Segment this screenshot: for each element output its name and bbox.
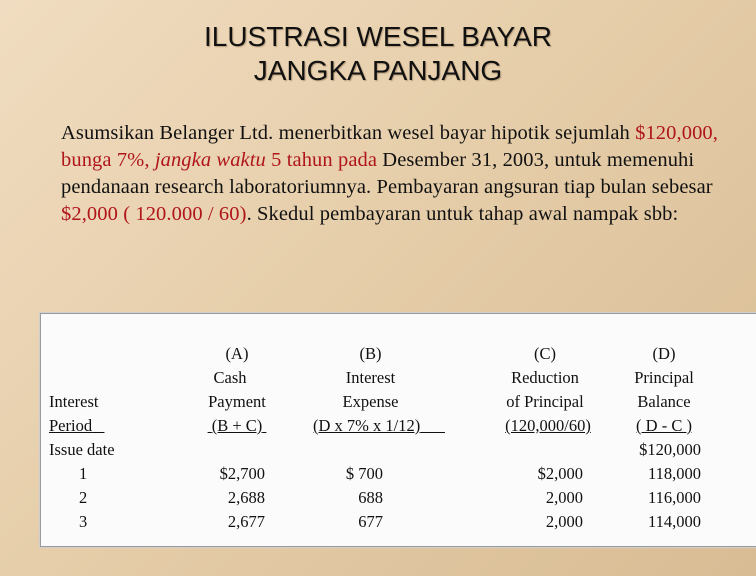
paragraph-term-value: 5 tahun pada: [265, 149, 378, 171]
reduction-row-1: $2,000: [537, 464, 583, 483]
period-header-1: Interest: [49, 392, 99, 411]
reduction-row-2: 2,000: [545, 488, 583, 507]
interest-header-formula: (D x 7% x 1/12): [313, 416, 421, 435]
balance-header-d: (D): [652, 344, 676, 363]
interest-row-3: 677: [358, 512, 383, 531]
period-row-2: 2: [79, 488, 88, 507]
balance-issue-value: $120,000: [639, 440, 701, 459]
issue-date-label: Issue date: [49, 440, 115, 459]
reduction-header-c: (C): [534, 344, 556, 363]
balance-header-formula: ( D - C ): [636, 416, 692, 435]
period-row-3: 3: [79, 512, 88, 531]
balance-row-3: 114,000: [647, 512, 701, 531]
paragraph-amount: $120,000, bunga 7%,: [61, 122, 718, 171]
interest-header-expense: Expense: [342, 392, 399, 411]
cash-header-a: (A): [225, 344, 249, 363]
interest-header-interest: Interest: [345, 368, 396, 387]
balance-header-balance: Balance: [637, 392, 691, 411]
balance-row-2: 116,000: [647, 488, 701, 507]
cash-row-3: 2,677: [227, 512, 265, 531]
cash-row-1: $2,700: [219, 464, 265, 483]
paragraph-text-3: . Skedul pembayaran untuk tahap awal nampak sbb:: [246, 203, 679, 225]
balance-row-1: 118,000: [647, 464, 701, 483]
title-line-2: JANGKA PANJANG: [253, 55, 503, 86]
cash-row-2: 2,688: [227, 488, 265, 507]
interest-row-2: 688: [358, 488, 383, 507]
paragraph-text-2: Desember 31, 2003, untuk memenuhi pendanaan research laboratoriumnya. Pembayaran angsuran tiap bulan sebesar: [61, 149, 713, 198]
reduction-header-reduction: Reduction: [511, 368, 579, 387]
slide-title: [0, 20, 756, 88]
reduction-row-3: 2,000: [545, 512, 583, 531]
intro-paragraph: [61, 120, 741, 228]
interest-header-b: (B): [359, 344, 382, 363]
balance-header-principal: Principal: [634, 368, 694, 387]
cash-header-cash: Cash: [213, 368, 247, 387]
title-line-1: ILUSTRASI WESEL BAYAR: [203, 21, 553, 52]
interest-row-1: $ 700: [345, 464, 383, 483]
paragraph-installment: $2,000 ( 120.000 / 60): [61, 203, 247, 225]
paragraph-text-1: Asumsikan Belanger Ltd. menerbitkan wesel bayar hipotik sejumlah: [61, 122, 636, 144]
cash-header-payment: Payment: [208, 392, 266, 411]
reduction-header-principal: of Principal: [506, 392, 584, 411]
paragraph-term-label: jangka waktu: [154, 149, 266, 171]
reduction-header-formula: (120,000/60): [505, 416, 591, 435]
cash-header-formula: (B + C): [211, 416, 263, 435]
payment-schedule-table: [40, 313, 756, 547]
period-row-1: 1: [79, 464, 88, 483]
period-header-2: Period: [49, 416, 93, 435]
